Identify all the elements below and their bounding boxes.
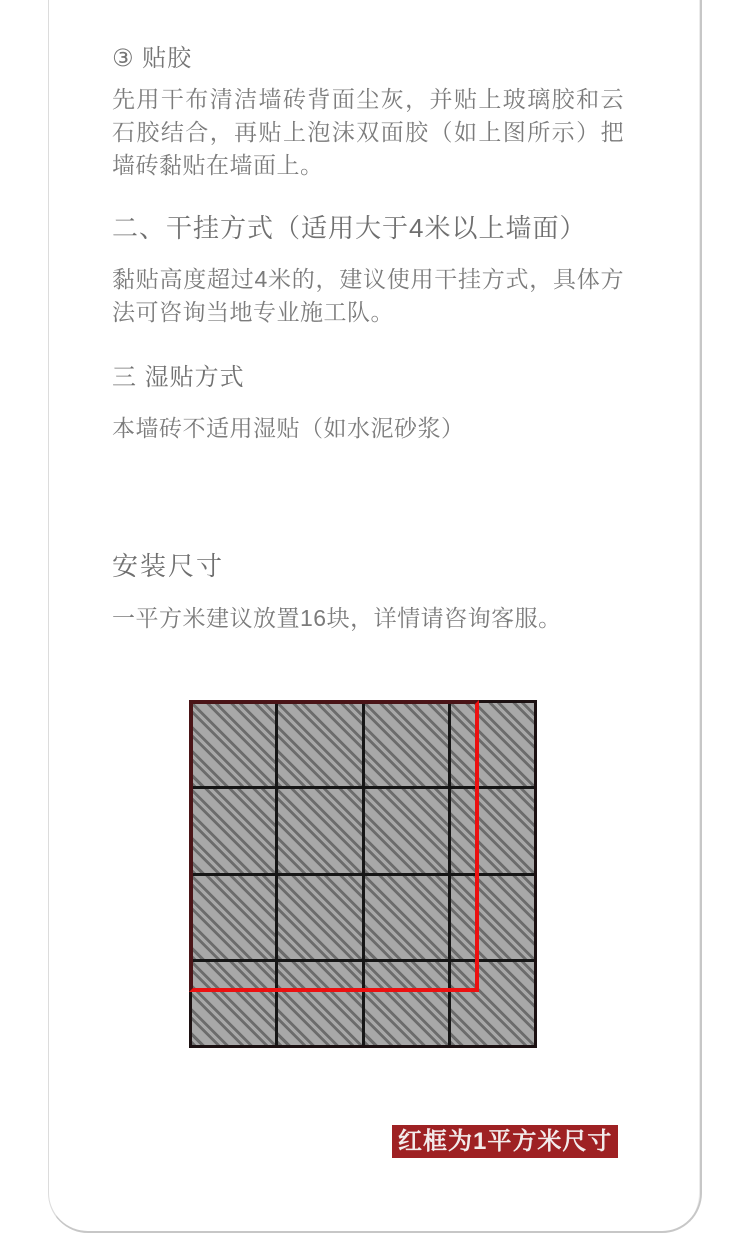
installation-instructions xyxy=(49,0,700,1158)
wall-tile xyxy=(192,962,275,1045)
wall-tile xyxy=(451,962,534,1045)
wall-tile xyxy=(451,703,534,786)
install-size-paragraph: 一平方米建议放置16块，详情请咨询客服。 xyxy=(112,605,562,631)
red-frame-caption-badge: 红框为1平方米尺寸 xyxy=(392,1125,618,1158)
step3-glue-heading: ③ 贴胶 xyxy=(112,45,193,72)
wall-tile xyxy=(192,703,275,786)
wall-tile xyxy=(365,876,448,959)
wet-paste-method-paragraph: 本墙砖不适用湿贴（如水泥砂浆） xyxy=(112,415,465,441)
step3-glue-paragraph: 先用干布清洁墙砖背面尘灰，并贴上玻璃胶和云石胶结合，再贴上泡沫双面胶（如上图所示）把墙砖黏贴在墙面上。 xyxy=(112,86,624,178)
wall-tile xyxy=(451,876,534,959)
wall-tile xyxy=(278,876,361,959)
wall-tile xyxy=(278,789,361,872)
wall-tile xyxy=(192,789,275,872)
product-description-card xyxy=(48,0,702,1233)
dry-hang-method-paragraph: 黏贴高度超过4米的，建议使用干挂方式，具体方法可咨询当地专业施工队。 xyxy=(112,266,624,325)
wall-tile xyxy=(365,789,448,872)
wet-paste-method-heading: 三 湿贴方式 xyxy=(112,364,245,391)
wall-tile xyxy=(365,703,448,786)
wall-tile xyxy=(278,962,361,1045)
wall-tile xyxy=(192,876,275,959)
wall-tile xyxy=(278,703,361,786)
tile-grid-diagram xyxy=(189,700,537,1048)
wall-tile xyxy=(451,789,534,872)
wall-tile xyxy=(365,962,448,1045)
install-size-heading: 安装尺寸 xyxy=(112,551,225,581)
dry-hang-method-heading: 二、干挂方式（适用大于4米以上墙面） xyxy=(112,213,587,243)
